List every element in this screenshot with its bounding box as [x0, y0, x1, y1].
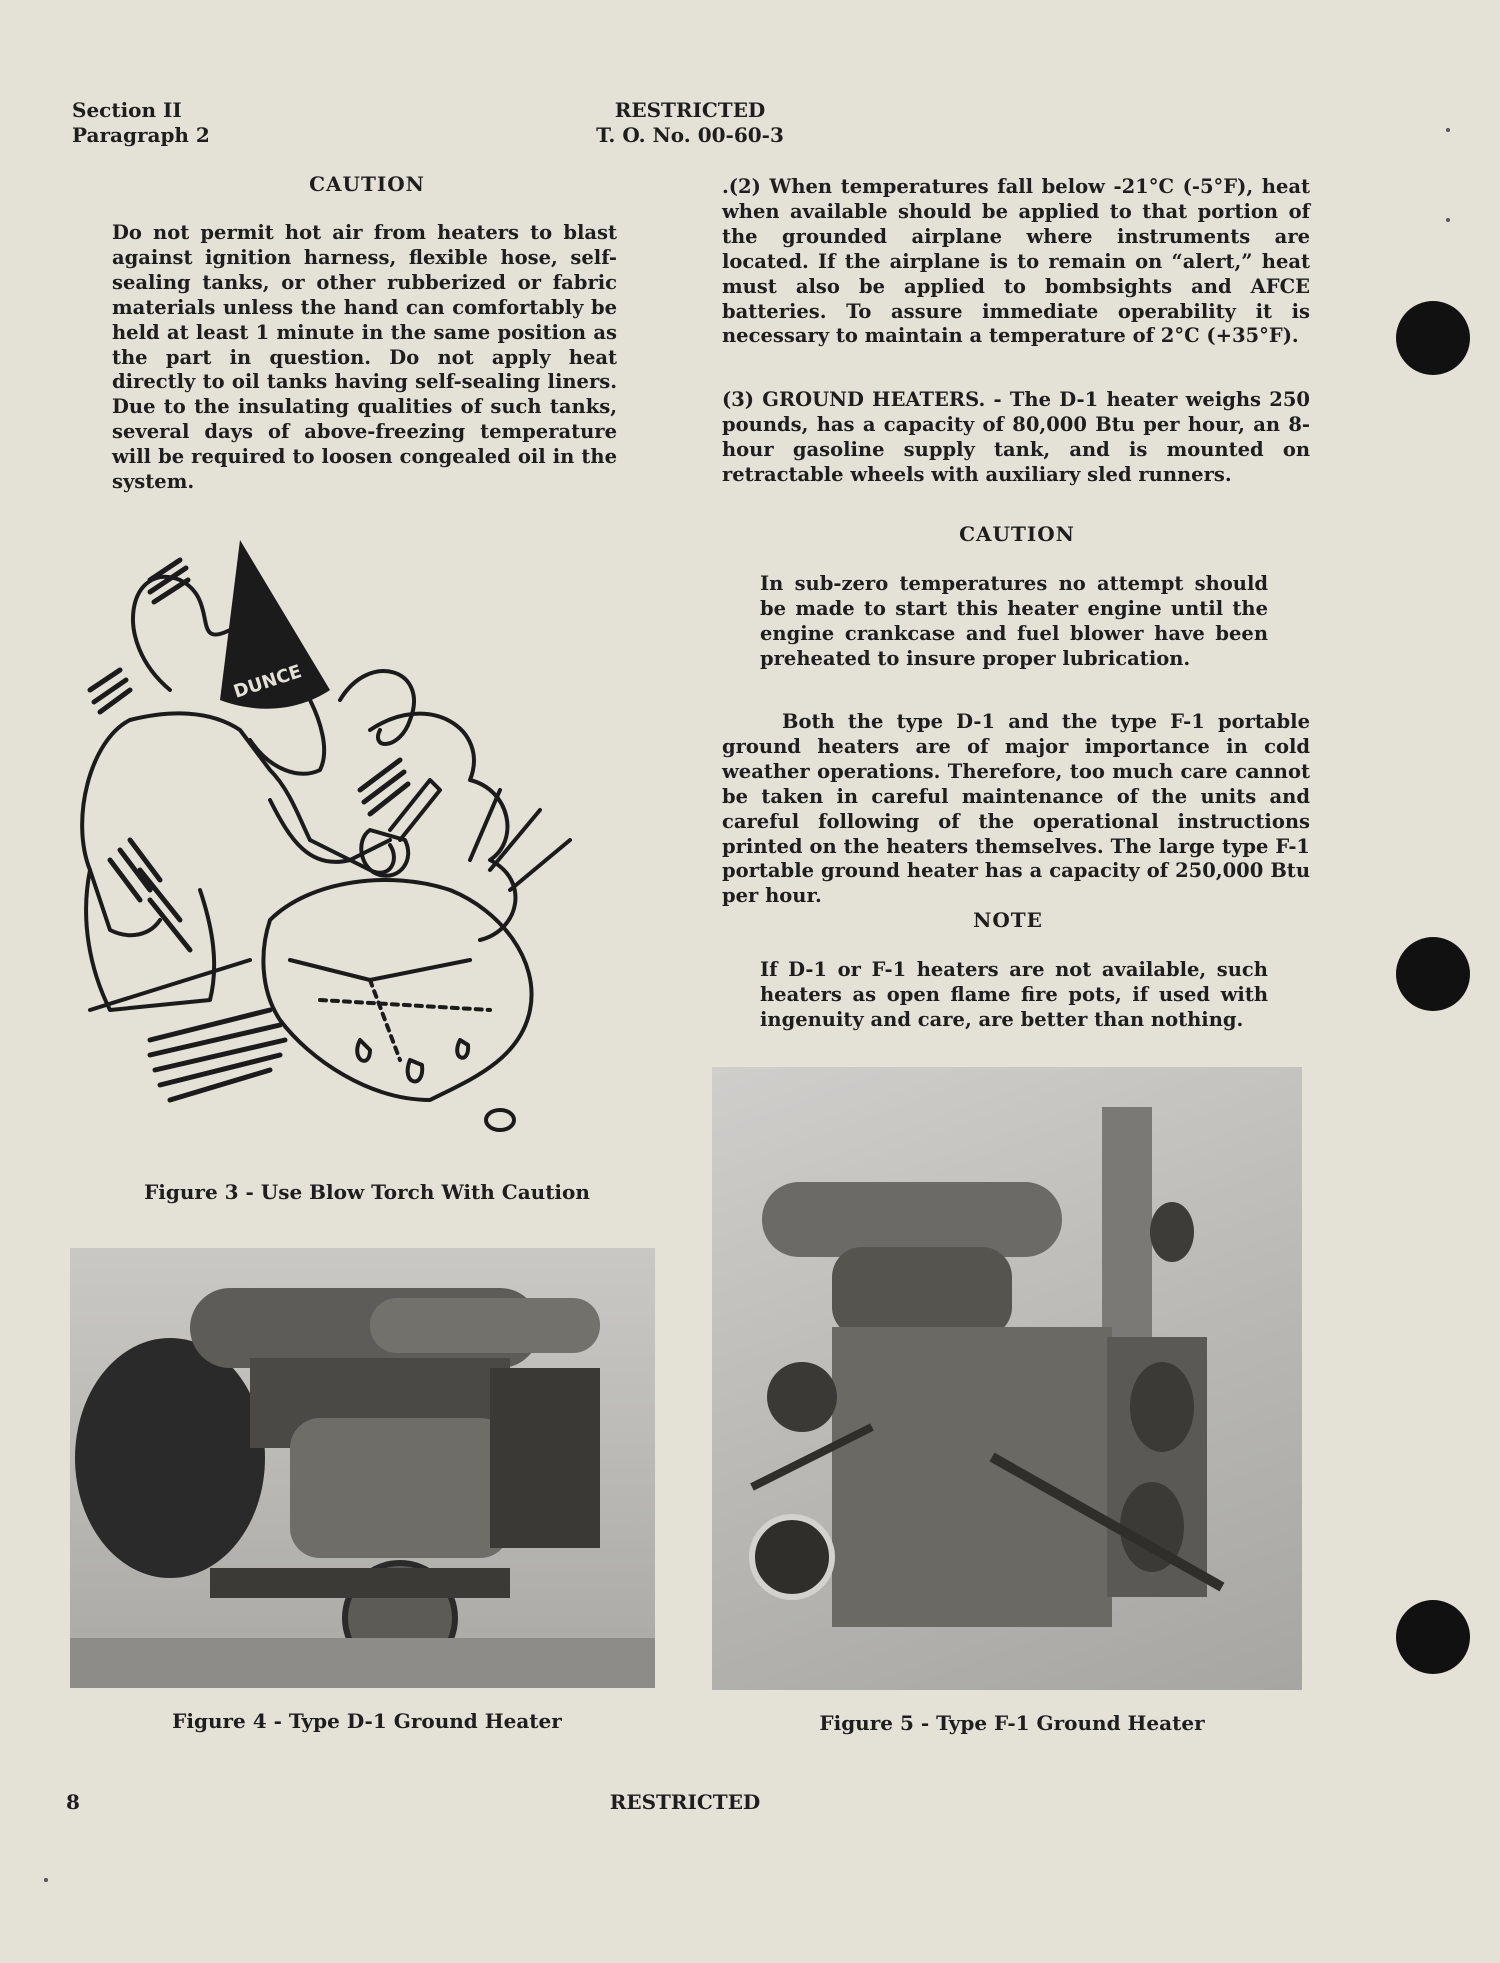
mechanic-back — [82, 720, 160, 935]
figure5-caption: Figure 5 - Type F-1 Ground Heater — [819, 1711, 1205, 1735]
to-number: T. O. No. 00-60-3 — [596, 123, 784, 147]
punch-hole-middle — [1396, 937, 1470, 1011]
heater-hood — [75, 1338, 265, 1578]
left-caution-heading: CAUTION — [309, 172, 425, 196]
note-heading: NOTE — [973, 908, 1043, 932]
torch-nozzle — [390, 780, 440, 840]
dunce-cap-text: DUNCE — [231, 661, 305, 703]
smoke-swirl — [133, 577, 230, 690]
punch-hole-bottom — [1396, 1600, 1470, 1674]
right-paragraph-2: .(2) When temperatures fall below -21°C (-5°F), heat when available should be applied to that portion of the grounded airplane where instruments are located. If the airplane is to remain on “alert,” heat must also be applied to bombsights and AFCE batteries. To assure immediate operability it is necessary to maintain a temperature of 2°C (+35°F). — [722, 175, 1310, 348]
f1-wheel — [752, 1517, 832, 1597]
d1-heater-illustration — [70, 1248, 655, 1688]
smoke-swirl — [340, 671, 414, 744]
footer-classification: RESTRICTED — [609, 1790, 761, 1814]
figure3-caption: Figure 3 - Use Blow Torch With Caution — [144, 1180, 590, 1204]
page-number: 8 — [66, 1790, 80, 1814]
floor-hatching — [150, 1010, 285, 1100]
punch-hole-top — [1396, 301, 1470, 375]
melting-tank — [263, 880, 531, 1100]
right-body-text: Both the type D-1 and the type F-1 portable ground heaters are of major importance in cold weather operations. Therefore, too much care cannot be taken in careful maintenance of the units and careful following of the operational instructions printed on the heaters themselves. The large type F-1 portable ground heater has a capacity of 250,000 Btu per hour. — [722, 710, 1310, 908]
paper-speck — [44, 1878, 48, 1882]
blow-torch-cartoon — [70, 540, 650, 1150]
figure5-photo — [712, 1067, 1302, 1690]
paragraph-label: Paragraph 2 — [72, 123, 210, 147]
paper-speck — [1446, 218, 1450, 222]
section-label: Section II — [72, 98, 182, 122]
f1-heater-illustration — [712, 1067, 1302, 1690]
mechanic-face — [250, 700, 324, 774]
right-paragraph-3: (3) GROUND HEATERS. - The D-1 heater weighs 250 pounds, has a capacity of 80,000 Btu per hour, an 8-hour gasoline supply tank, and is mounted on retractable wheels with auxiliary sled runners. — [722, 388, 1310, 486]
paper-speck — [1446, 128, 1450, 132]
note-text: If D-1 or F-1 heaters are not available, such heaters as open flame fire pots, if used with ingenuity and care, are better than nothing. — [760, 958, 1268, 1031]
f1-cabinet — [832, 1327, 1112, 1627]
figure4-caption: Figure 4 - Type D-1 Ground Heater — [172, 1709, 562, 1733]
left-caution-text: Do not permit hot air from heaters to blast against ignition harness, flexible hose, self-sealing tanks, or other rubberized or fabric materials unless the hand can comfortably be held at least 1 minute in the same position as the part in question. Do not apply heat directly to oil tanks having self-sealing liners. Due to the insulating qualities of such tanks, several days of above-freezing temperature will be required to loosen congealed oil in the system. — [112, 221, 617, 494]
figure4-photo — [70, 1248, 655, 1688]
f1-heater-duct — [762, 1182, 1062, 1257]
heater-tank — [290, 1418, 510, 1558]
heater-engine — [490, 1368, 600, 1548]
header-classification: RESTRICTED — [614, 98, 766, 122]
right-caution-text: In sub-zero temperatures no attempt should be made to start this heater engine until the engine crankcase and fuel blower have been preheated to insure proper lubrication. — [760, 572, 1268, 670]
right-caution-heading: CAUTION — [959, 522, 1075, 546]
